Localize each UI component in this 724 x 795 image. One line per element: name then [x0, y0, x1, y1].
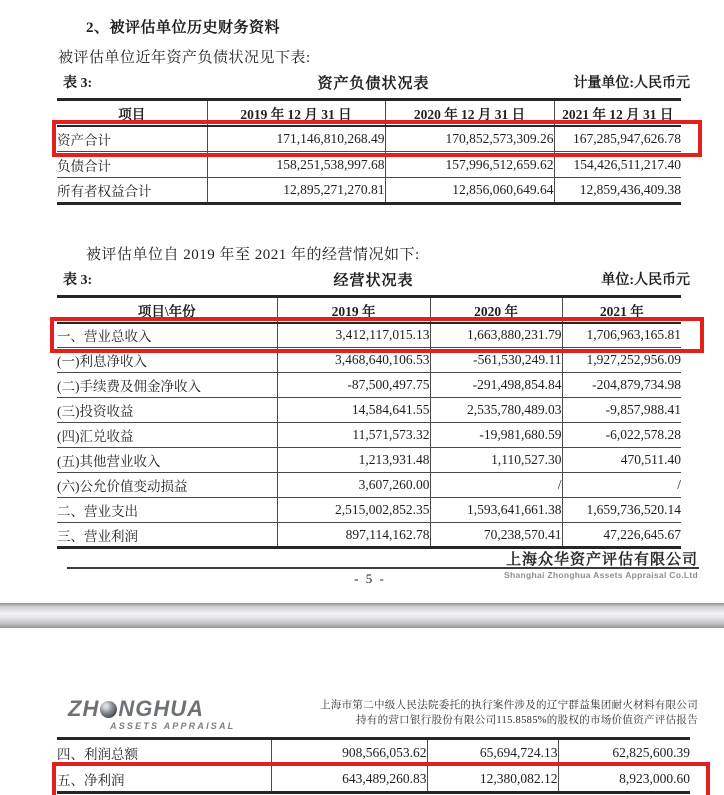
table2-header-2020: 2020 年 — [430, 297, 562, 323]
row-label: 所有者权益合计 — [57, 178, 207, 204]
value-2019: 3,468,640,106.53 — [277, 348, 430, 373]
appraiser-company-name-en: Shanghai Zhonghua Assets Appraisal Co.Ltd — [504, 570, 698, 580]
appraiser-company-name-cn: 上海众华资产评估有限公司 — [505, 552, 698, 568]
table2-header-row — [57, 297, 681, 323]
row-label: 一、营业总收入 — [57, 323, 277, 348]
table-row — [57, 152, 681, 178]
value-2020: -561,530,249.11 — [430, 348, 562, 373]
value-2021: 167,285,947,626.78 — [554, 126, 681, 152]
value-2020: 157,996,512,659.62 — [385, 152, 554, 178]
row-label: (四)汇兑收益 — [57, 423, 277, 448]
section-heading: 2、被评估单位历史财务资料 — [86, 20, 281, 36]
globe-o-icon — [100, 701, 117, 718]
value-2021: 8,923,000.60 — [558, 766, 690, 793]
table-row — [57, 178, 681, 204]
value-2020: 170,852,573,309.26 — [385, 126, 554, 152]
zhonghua-logo-wordmark — [68, 698, 235, 720]
table2-label: 表 3: — [63, 273, 93, 288]
table1-header-item: 项目 — [57, 100, 207, 126]
value-2021: 154,426,511,217.40 — [554, 152, 681, 178]
table-row — [57, 766, 690, 793]
table-row — [57, 448, 681, 473]
value-2019: 3,412,117,015.13 — [277, 323, 430, 348]
table-row — [57, 739, 690, 766]
row-label: 二、营业支出 — [57, 498, 277, 523]
value-2021: -6,022,578.28 — [562, 423, 681, 448]
value-2019: 171,146,810,268.49 — [207, 126, 385, 152]
table1-title: 资产负债状况表 — [317, 76, 430, 92]
table1-label: 表 3: — [63, 76, 93, 91]
value-2019: 3,607,260.00 — [277, 473, 430, 498]
row-label: 三、营业利润 — [57, 523, 277, 548]
table-row — [57, 373, 681, 398]
zhonghua-logo-subtitle: ASSETS APPRAISAL — [110, 721, 236, 731]
operating-results-table-continued — [57, 737, 690, 794]
table1-unit: 计量单位:人民币元 — [573, 76, 690, 91]
value-2020: 12,380,082.12 — [427, 766, 558, 793]
row-label: 四、利润总额 — [57, 739, 271, 766]
value-2020: 2,535,780,489.03 — [430, 398, 562, 423]
value-2019: 14,584,641.55 — [277, 398, 430, 423]
value-2020: -19,981,680.59 — [430, 423, 562, 448]
table-row — [57, 126, 681, 152]
row-label: (六)公允价值变动损益 — [57, 473, 277, 498]
table-row — [57, 323, 681, 348]
table2-header-2019: 2019 年 — [277, 297, 430, 323]
value-2019: 897,114,162.78 — [277, 523, 430, 548]
value-2020: -291,498,854.84 — [430, 373, 562, 398]
value-2019: 908,566,053.62 — [271, 739, 427, 766]
table2-header-2021: 2021 年 — [562, 297, 681, 323]
intro-text-operations: 被评估单位自 2019 年至 2021 年的经营情况如下: — [86, 247, 420, 263]
value-2021: 1,927,252,956.09 — [562, 348, 681, 373]
value-2021: / — [562, 473, 681, 498]
value-2021: 62,825,600.39 — [558, 739, 690, 766]
value-2021: 1,706,963,165.81 — [562, 323, 681, 348]
table-row — [57, 398, 681, 423]
report-title-line2: 持有的营口银行股份有限公司115.8585%的股权的市场价值资产评估报告 — [355, 714, 698, 726]
report-title-line1: 上海市第二中级人民法院委托的执行案件涉及的辽宁群益集团耐火材料有限公司 — [320, 700, 698, 711]
intro-text-balance-sheet: 被评估单位近年资产负债状况见下表: — [58, 50, 311, 66]
row-label: 五、净利润 — [57, 766, 271, 793]
value-2019: 11,571,573.32 — [277, 423, 430, 448]
value-2020: 65,694,724.13 — [427, 739, 558, 766]
value-2020: / — [430, 473, 562, 498]
value-2019: 12,895,271,270.81 — [207, 178, 385, 204]
value-2019: 158,251,538,997.68 — [207, 152, 385, 178]
table-row — [57, 348, 681, 373]
value-2021: 470,511.40 — [562, 448, 681, 473]
row-label: (二)手续费及佣金净收入 — [57, 373, 277, 398]
value-2019: 1,213,931.48 — [277, 448, 430, 473]
report-title-header — [258, 699, 698, 728]
value-2020: 1,110,527.30 — [430, 448, 562, 473]
row-label: 资产合计 — [57, 126, 207, 152]
table1-header-2020: 2020 年 12 月 31 日 — [385, 100, 554, 126]
table-row — [57, 473, 681, 498]
value-2020: 70,238,570.41 — [430, 523, 562, 548]
value-2021: 12,859,436,409.38 — [554, 178, 681, 204]
page-break-divider — [0, 603, 724, 628]
value-2021: -204,879,734.98 — [562, 373, 681, 398]
value-2019: -87,500,497.75 — [277, 373, 430, 398]
logo-text-post: NGHUA — [118, 696, 204, 721]
table-row — [57, 498, 681, 523]
operating-results-table — [57, 295, 681, 549]
table2-caption-row — [57, 269, 690, 289]
table-row — [57, 523, 681, 548]
row-label: (五)其他营业收入 — [57, 448, 277, 473]
value-2020: 1,593,641,661.38 — [430, 498, 562, 523]
table2-header-item: 项目\年份 — [57, 297, 277, 323]
table1-caption-row — [57, 72, 690, 92]
value-2021: -9,857,988.41 — [562, 398, 681, 423]
table1-header-2019: 2019 年 12 月 31 日 — [207, 100, 385, 126]
logo-text-pre: ZH — [68, 696, 100, 721]
table2-unit: 单位:人民币元 — [601, 273, 690, 288]
zhonghua-logo — [68, 698, 235, 731]
row-label: (一)利息净收入 — [57, 348, 277, 373]
value-2021: 47,226,645.67 — [562, 523, 681, 548]
value-2019: 2,515,002,852.35 — [277, 498, 430, 523]
balance-sheet-table — [57, 98, 681, 205]
value-2019: 643,489,260.83 — [271, 766, 427, 793]
row-label: 负债合计 — [57, 152, 207, 178]
page-number: - 5 - — [354, 571, 386, 586]
table-row — [57, 423, 681, 448]
table2-title: 经营状况表 — [333, 273, 414, 289]
value-2021: 1,659,736,520.14 — [562, 498, 681, 523]
value-2020: 12,856,060,649.64 — [385, 178, 554, 204]
table1-header-2021: 2021 年 12 月 31 日 — [554, 100, 681, 126]
row-label: (三)投资收益 — [57, 398, 277, 423]
value-2020: 1,663,880,231.79 — [430, 323, 562, 348]
table1-header-row — [57, 100, 681, 126]
